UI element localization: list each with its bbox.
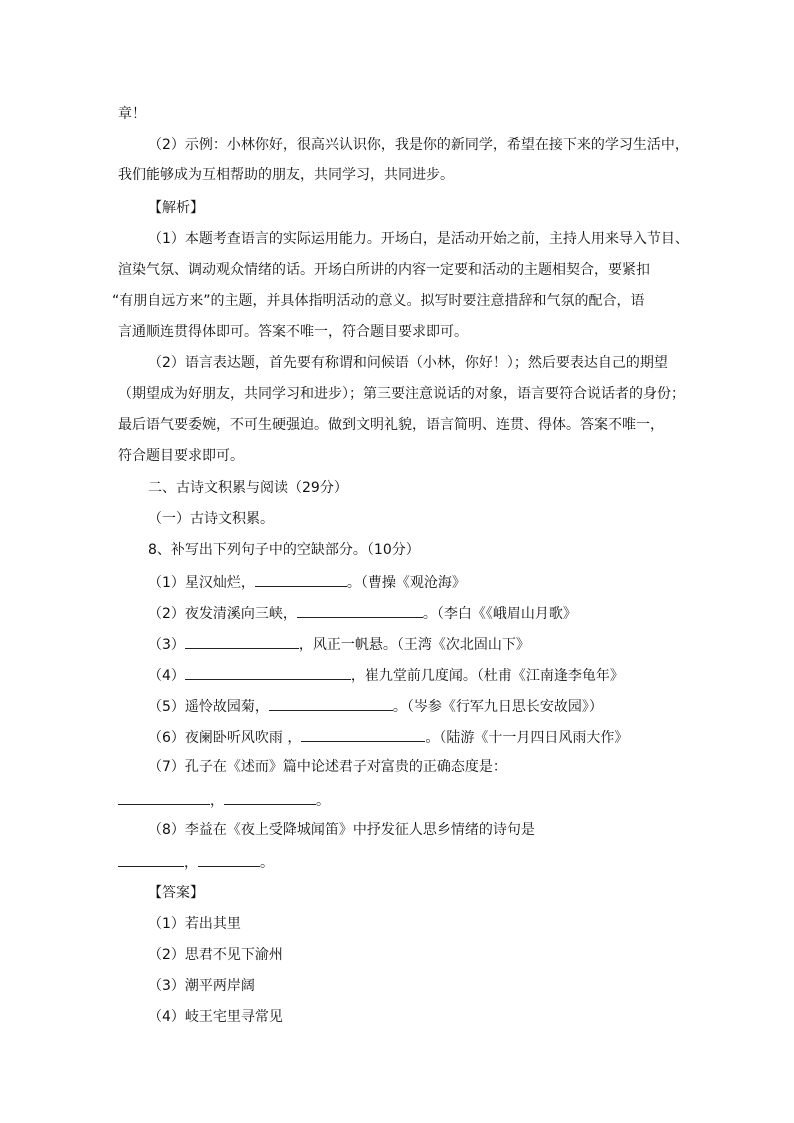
answer-blank[interactable] xyxy=(118,853,184,867)
previous-answer-tail: 章！ xyxy=(118,106,146,122)
answer-item: （2）思君不见下渝州 xyxy=(148,947,283,963)
fill-item-3: （3） ，风正一帆悬。（王湾《次北固山下》 xyxy=(148,637,530,653)
analysis-heading: 【解析】 xyxy=(148,200,204,216)
question-8-prompt: 8、补写出下列句子中的空缺部分。（10分） xyxy=(148,542,420,558)
fill-item-7-blanks: ， 。 xyxy=(118,791,330,809)
example-answer-line: 我们能够成为互相帮助的朋友，共同学习，共同进步。 xyxy=(118,167,454,183)
answer-blank[interactable] xyxy=(224,791,316,805)
analysis-paragraph-line: （1）本题考查语言的实际运用能力。开场白，是活动开始之前，主持人用来导入节目、 xyxy=(148,231,689,247)
fill-item-5: （5）遥怜故园菊， 。（岑参《行军九日思长安故园》） xyxy=(148,699,603,715)
fill-item-8-blanks: ， 。 xyxy=(118,853,274,871)
answer-blank[interactable] xyxy=(301,728,425,742)
answer-blank[interactable] xyxy=(198,853,260,867)
answer-blank[interactable] xyxy=(297,604,423,618)
fill-item-1: （1）星汉灿烂， 。（曹操《观沧海》 xyxy=(148,575,466,591)
fill-item-8: （8）李益在《夜上受降城闻笛》中抒发征人思乡情绪的诗句是 xyxy=(148,822,535,838)
analysis-paragraph-line: 渲染气氛、调动观众情绪的话。开场白所讲的内容一定要和活动的主题相契合，要紧扣 xyxy=(118,262,650,278)
analysis-paragraph-line: （期望成为好朋友，共同学习和进步）；第三要注意说话的对象，语言要符合说话者的身份； xyxy=(118,386,685,402)
answer-blank[interactable] xyxy=(255,573,347,587)
fill-item-7: （7）孔子在《述而》篇中论述君子对富贵的正确态度是： xyxy=(148,759,507,775)
answer-item: （3）潮平两岸阔 xyxy=(148,978,255,994)
fill-item-6: （6）夜阑卧听风吹雨 ， 。（陆游《十一月四日风雨大作》 xyxy=(148,730,629,746)
analysis-paragraph-line: 最后语气要委婉，不可生硬强迫。做到文明礼貌，语言简明、连贯、得体。答案不唯一， xyxy=(118,417,664,433)
answer-item: （4）岐王宅里寻常见 xyxy=(148,1009,283,1025)
answer-blank[interactable] xyxy=(269,697,393,711)
subsection-title: （一）古诗文积累。 xyxy=(148,511,274,527)
answer-item: （1）若出其里 xyxy=(148,916,241,932)
analysis-paragraph-line: “有朋自远方来”的主题，并具体指明活动的意义。拟写时要注意措辞和气氛的配合，语 xyxy=(112,293,645,309)
section-title: 二、古诗文积累与阅读（29分） xyxy=(148,480,348,496)
answer-blank[interactable] xyxy=(118,791,210,805)
answer-heading: 【答案】 xyxy=(148,885,204,901)
fill-item-4: （4） ，崔九堂前几度闻。（杜甫《江南逢李龟年》 xyxy=(148,668,624,684)
answer-blank[interactable] xyxy=(185,666,351,680)
fill-item-2: （2）夜发清溪向三峡， 。（李白《《峨眉山月歌》 xyxy=(148,606,577,622)
answer-blank[interactable] xyxy=(185,635,299,649)
analysis-paragraph-line: 言通顺连贯得体即可。答案不唯一，符合题目要求即可。 xyxy=(118,324,468,340)
example-answer-line: （2）示例：小林你好，很高兴认识你，我是你的新同学，希望在接下来的学习生活中， xyxy=(148,137,689,153)
analysis-paragraph-line: 符合题目要求即可。 xyxy=(118,448,244,464)
analysis-paragraph-line: （2）语言表达题，首先要有称谓和问候语（小林，你好！）；然后要表达自己的期望 xyxy=(148,355,668,371)
